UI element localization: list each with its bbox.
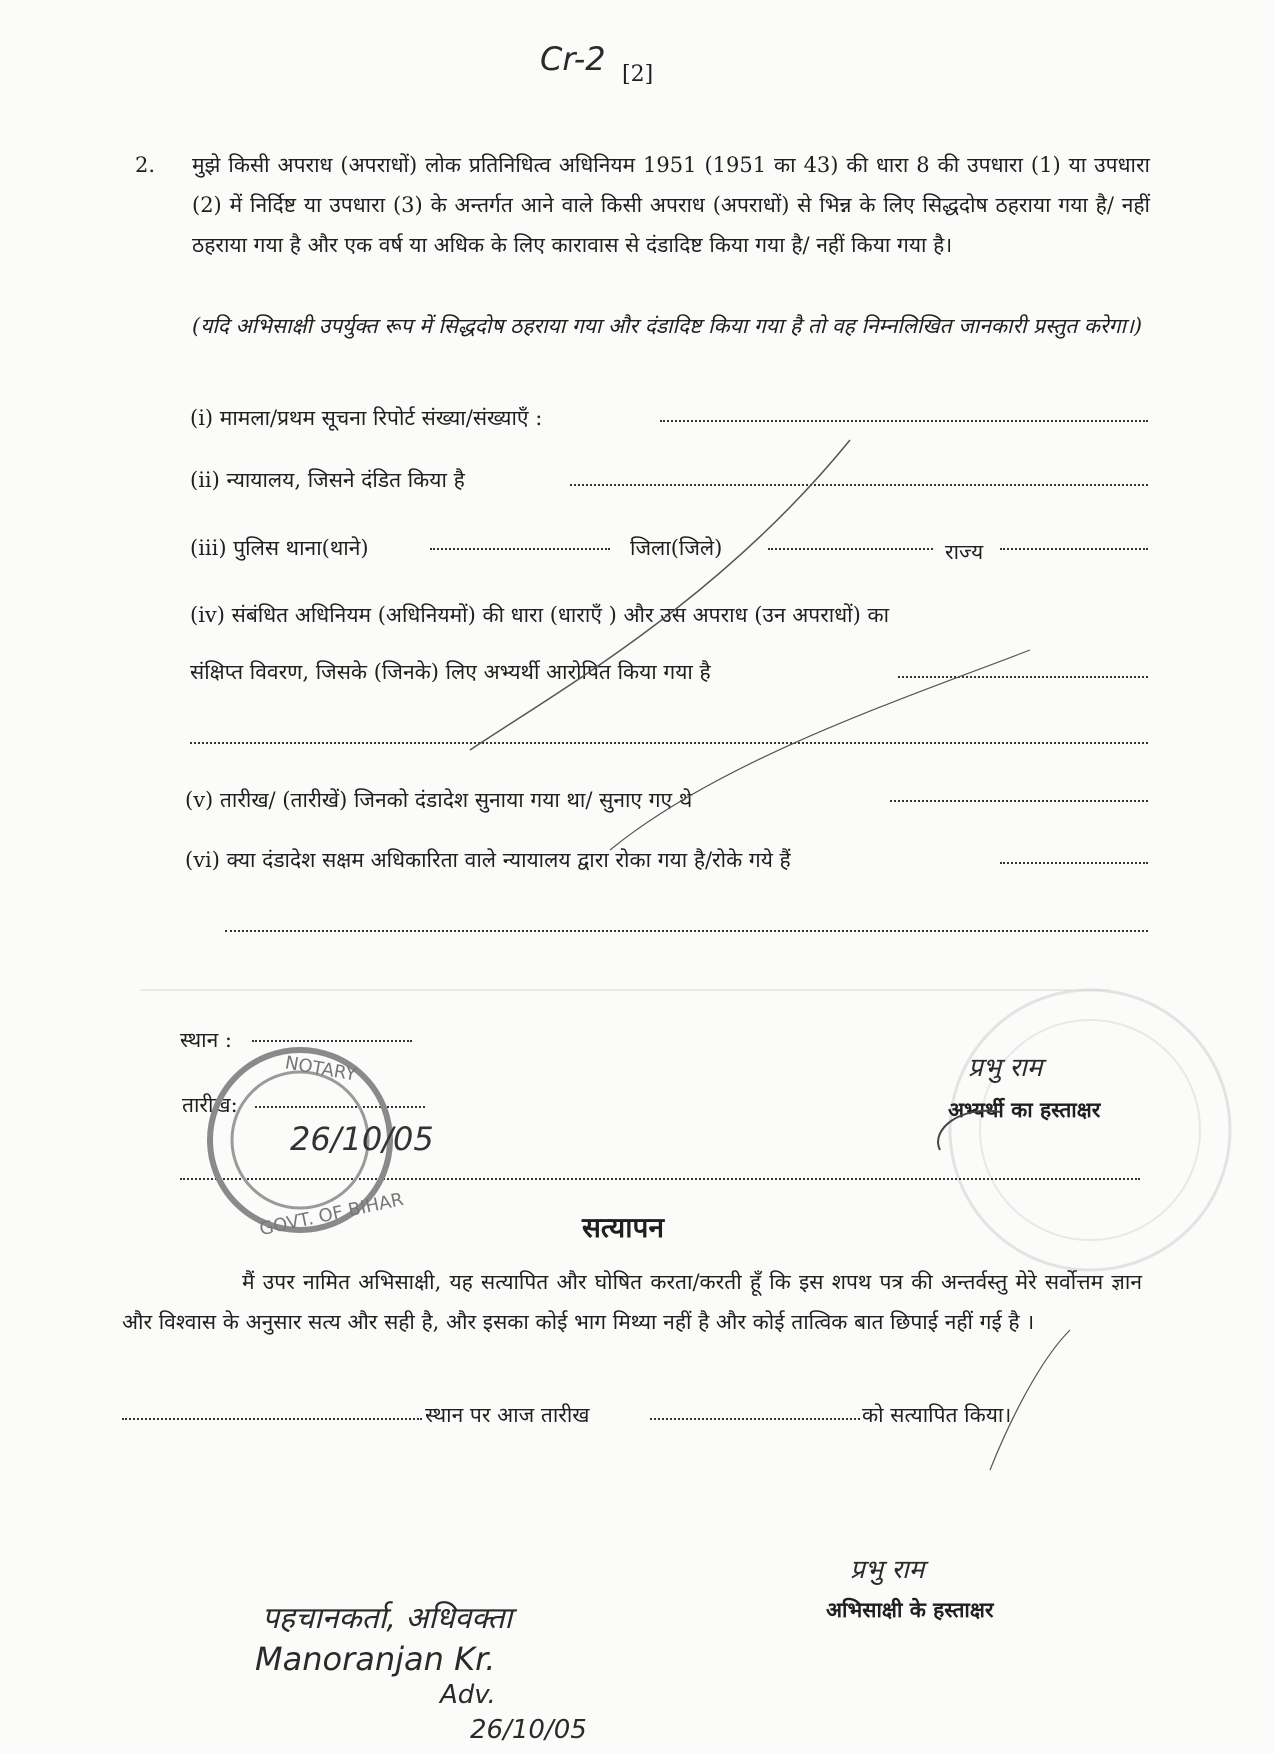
identification-name-handwriting: Manoranjan Kr. (255, 1640, 496, 1678)
seal-top-text: NOTARY (283, 1052, 358, 1086)
identification-title-handwriting: Adv. (440, 1680, 496, 1710)
seal-bottom-text: GOVT. OF BIHAR (257, 1189, 406, 1240)
item-v-field[interactable] (890, 800, 1148, 802)
item-i-label: (i) मामला/प्रथम सूचना रिपोर्ट संख्या/संख्याएँ : (190, 406, 543, 430)
clause-note: (यदि अभिसाक्षी उपर्युक्त रूप में सिद्धदोष ठहराया गया और दंडादिष्ट किया गया है तो वह निम्नलिखित जानकारी प्रस्तुत करेगा।) (192, 314, 1143, 338)
date-label: तारीख: (182, 1093, 238, 1117)
state-field[interactable] (1000, 548, 1148, 550)
clause-text: मुझे किसी अपराध (अपराधों) लोक प्रतिनिधित्व अधिनियम 1951 (1951 का 43) की धारा 8 की उपधारा (1) या उपधारा (2) में निर्दिष्ट या उपधारा (3) के अन्तर्गत आने वाले किसी अपराध (अपराधों) से भिन्न के लिए सिद्धदोष ठहराया गया है/ नहीं ठहराया गया है और एक वर्ष या अधिक के लिए कारावास से दंडादिष्ट किया गया है/ नहीं किया गया है। (192, 153, 1150, 257)
verification-text: मैं उपर नामित अभिसाक्षी, यह सत्यापित और घोषित करता/करती हूँ कि इस शपथ पत्र की अन्तर्वस्तु मेरे सर्वोत्तम ज्ञान और विश्वास के अनुसार सत्य और सही है, और इसका कोई भाग मिथ्या नहीं है और कोई तात्विक बात छिपाई नहीं गई है । (122, 1270, 1142, 1334)
place-label: स्थान : (180, 1028, 233, 1052)
identification-handwriting: पहचानकर्ता, अधिवक्ता (262, 1601, 513, 1636)
verification-date-field[interactable] (650, 1418, 860, 1420)
item-i-field[interactable] (660, 420, 1148, 422)
candidate-signature-label: अभ्यर्थी का हस्ताक्षर (948, 1097, 1101, 1122)
item-iv-field[interactable] (898, 676, 1148, 678)
top-scribble: Cr-2 (540, 40, 606, 78)
verification-heading: सत्यापन (582, 1211, 664, 1244)
item-iii-label: (iii) पुलिस थाना(थाने) (190, 536, 369, 560)
identification-date-handwriting: 26/10/05 (470, 1715, 587, 1745)
item-iv-label: (iv) संबंधित अधिनियम (अधिनियमों) की धारा (धाराएँ ) और उस अपराध (उन अपराधों) का (190, 603, 890, 627)
clause-number: 2. (135, 153, 156, 177)
item-ii-label: (ii) न्यायालय, जिसने दंडित किया है (190, 468, 465, 492)
item-vi-field-2[interactable] (225, 930, 1148, 932)
verification-place-field[interactable] (122, 1418, 422, 1420)
district-label: जिला(जिले) (630, 536, 723, 560)
item-vi-label: (vi) क्या दंडादेश सक्षम अधिकारिता वाले न्यायालय द्वारा रोका गया है/रोके गये हैं (185, 848, 791, 872)
page-number: [2] (622, 62, 654, 87)
item-vi-field[interactable] (1000, 862, 1148, 864)
district-field[interactable] (768, 548, 933, 550)
candidate-signature-handwriting: प्रभु राम (968, 1053, 1043, 1083)
deponent-signature-handwriting: प्रभु राम (850, 1555, 925, 1585)
notary-seal (190, 1040, 440, 1240)
item-v-label: (v) तारीख/ (तारीखें) जिनको दंडादेश सुनाया गया था/ सुनाए गए थे (185, 788, 693, 812)
item-iv-field-2[interactable] (190, 742, 1148, 744)
police-station-field[interactable] (430, 548, 610, 550)
verification-place-text: स्थान पर आज तारीख (425, 1403, 590, 1427)
verification-end-text: को सत्यापित किया। (862, 1403, 1012, 1427)
item-ii-field[interactable] (570, 484, 1148, 486)
deponent-signature-label: अभिसाक्षी के हस्ताक्षर (826, 1597, 994, 1622)
seal-date-handwritten: 26/10/05 (290, 1120, 434, 1158)
item-iv-label-2: संक्षिप्त विवरण, जिसके (जिनके) लिए अभ्यर्थी आरोपित किया गया है (190, 660, 711, 684)
state-label: राज्य (945, 540, 984, 564)
